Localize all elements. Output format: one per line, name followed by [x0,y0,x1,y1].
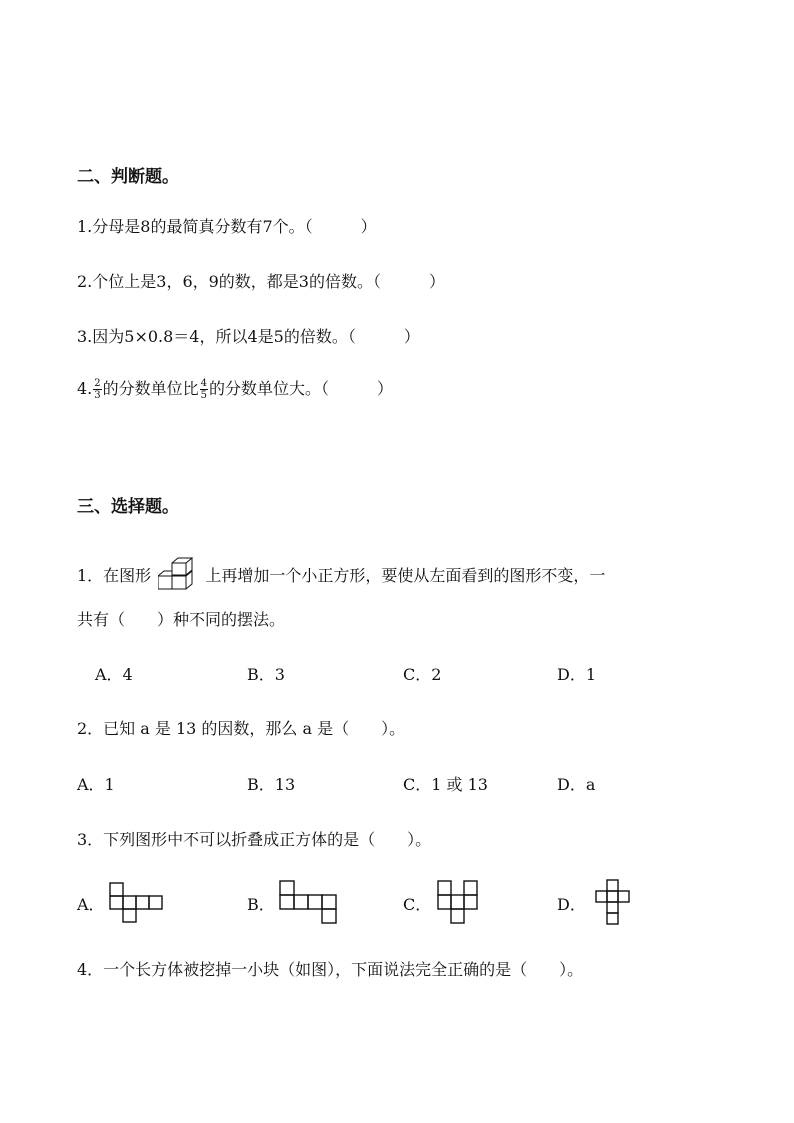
option-c[interactable]: C．1 或 13 [403,775,488,794]
question-text: 上再增加一个小正方形，要使从左面看到的图形不变，一 [205,566,606,585]
fraction-numerator: 4 [200,378,208,389]
choice-question-1-line2: 共有（ ）种不同的摆法。 [77,610,286,629]
cube-net-a [109,882,167,924]
option-b[interactable]: B．13 [247,775,296,794]
section-2-title: 二、判断题。 [77,167,179,187]
judge-question-2: 2.个位上是3，6，9的数，都是3的倍数。（ ） [77,272,445,291]
option-a[interactable]: A． [77,895,105,914]
cube-net-b [279,880,343,926]
question-text: 的分数单位比 [102,379,199,398]
fraction-numerator: 2 [94,378,101,389]
cube-stack-figure [158,557,198,591]
option-c[interactable]: C． [403,895,432,914]
option-d[interactable]: D．1 [557,665,597,684]
option-c[interactable]: C．2 [403,665,442,684]
choice-question-1-line1 [77,557,605,591]
cube-net-c [437,880,481,926]
question-number: 4. [77,379,93,398]
option-d[interactable]: D．a [557,775,596,794]
question-text: 1．在图形 [77,566,152,585]
fraction-two-thirds [93,378,101,401]
fraction-denominator: 5 [200,390,208,401]
judge-question-1: 1.分母是8的最简真分数有7个。（ ） [77,217,377,236]
question-text: 的分数单位大。（ ） [209,379,394,398]
choice-question-3: 3．下列图形中不可以折叠成正方体的是（ ）。 [77,830,432,849]
choice-question-2: 2．已知 a 是 13 的因数，那么 a 是（ ）。 [77,719,406,738]
judge-question-4 [77,378,393,401]
choice-question-4: 4．一个长方体被挖掉一小块（如图），下面说法完全正确的是（ ）。 [77,960,584,979]
section-3-title: 三、选择题。 [77,497,179,517]
cube-net-d [595,879,631,927]
option-a[interactable]: A．1 [77,775,115,794]
fraction-denominator: 3 [94,390,101,401]
fraction-four-fifths [200,378,208,401]
option-a[interactable]: A．4 [95,665,133,684]
option-b[interactable]: B．3 [247,665,285,684]
option-b[interactable]: B． [247,895,275,914]
judge-question-3: 3.因为5×0.8＝4，所以4是5的倍数。（ ） [77,327,420,346]
option-d[interactable]: D． [557,895,586,914]
